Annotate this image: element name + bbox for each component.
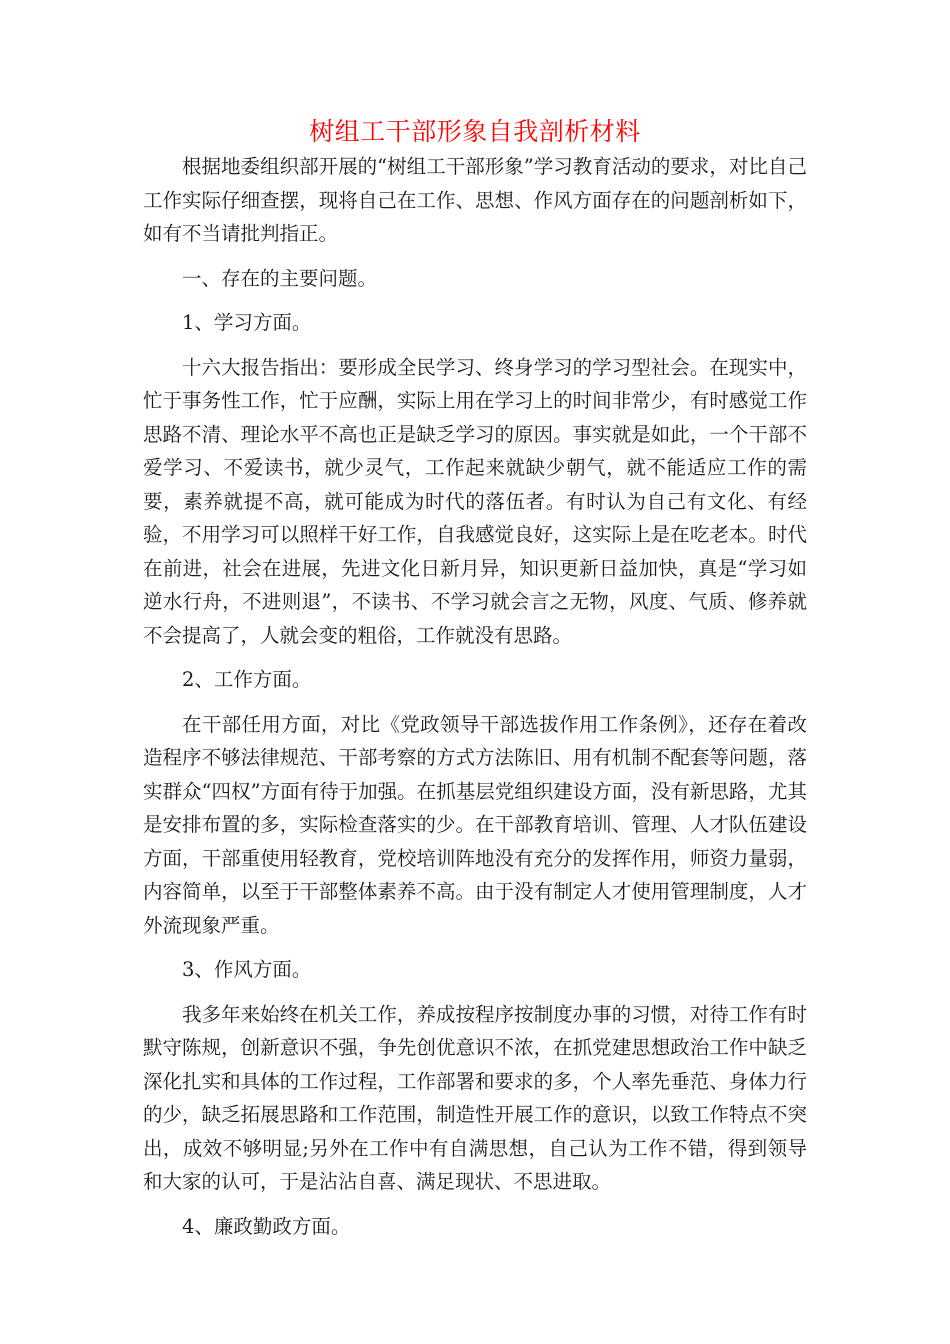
document-title: 树组工干部形象自我剖析材料: [309, 117, 641, 146]
item-heading-integrity: 4、廉政勤政方面。: [182, 1214, 351, 1238]
item-body-study: 十六大报告指出：要形成全民学习、终身学习的学习型社会。在现实中，忙于事务性工作，忙于应酬，实际上用在学习上的时间非常少，有时感觉工作思路不清、理论水平不高也正是缺乏学习的原因。事实就是如此，一个干部不爱学习、不爱读书，就少灵气，工作起来就缺少朝气，就不能适应工作的需要，素养就提不高，就可能成为时代的落伍者。有时认为自己有文化、有经验，不用学习可以照样干好工作，自我感觉良好，这实际上是在吃老本。时代在前进，社会在进展，先进文化日新月异，知识更新日益加快，真是“学习如逆水行舟，不进则退”，不读书、不学习就会言之无物，风度、气质、修养就不会提高了，人就会变的粗俗，工作就没有思路。: [143, 355, 807, 647]
item-heading-study: 1、学习方面。: [182, 311, 312, 334]
item-body-work: 在干部任用方面，对比《党政领导干部选拔作用工作条例》，还存在着改造程序不够法律规范、干部考察的方式方法陈旧、用有机制不配套等问题，落实群众“四权”方面有待于加强。在抓基层党组织建设方面，没有新思路，尤其是安排布置的多，实际检查落实的少。在干部教育培训、管理、人才队伍建设方面，干部重使用轻教育，党校培训阵地没有充分的发挥作用，师资力量弱，内容简单，以至于干部整体素养不高。由于没有制定人才使用管理制度，人才外流现象严重。: [143, 712, 807, 937]
intro-paragraph: 根据地委组织部开展的“树组工干部形象”学习教育活动的要求，对比自己工作实际仔细查摆，现将自己在工作、思想、作风方面存在的问题剖析如下，如有不当请批判指正。: [143, 155, 807, 245]
item-body-style: 我多年来始终在机关工作，养成按程序按制度办事的习惯，对待工作有时默守陈规，创新意识不强，争先创优意识不浓，在抓党建思想政治工作中缺乏深化扎实和具体的工作过程，工作部署和要求的多，个人率先垂范、身体力行的少，缺乏拓展思路和工作范围，制造性开展工作的意识，以致工作特点不突出，成效不够明显;另外在工作中有自满思想，自己认为工作不错，得到领导和大家的认可，于是沾沾自喜、满足现状、不思进取。: [143, 1002, 807, 1193]
item-heading-work: 2、工作方面。: [182, 668, 312, 691]
item-heading-style: 3、作风方面。: [182, 958, 312, 981]
section-heading-problems: 一、存在的主要问题。: [182, 266, 378, 290]
document-body: [143, 150, 807, 1254]
